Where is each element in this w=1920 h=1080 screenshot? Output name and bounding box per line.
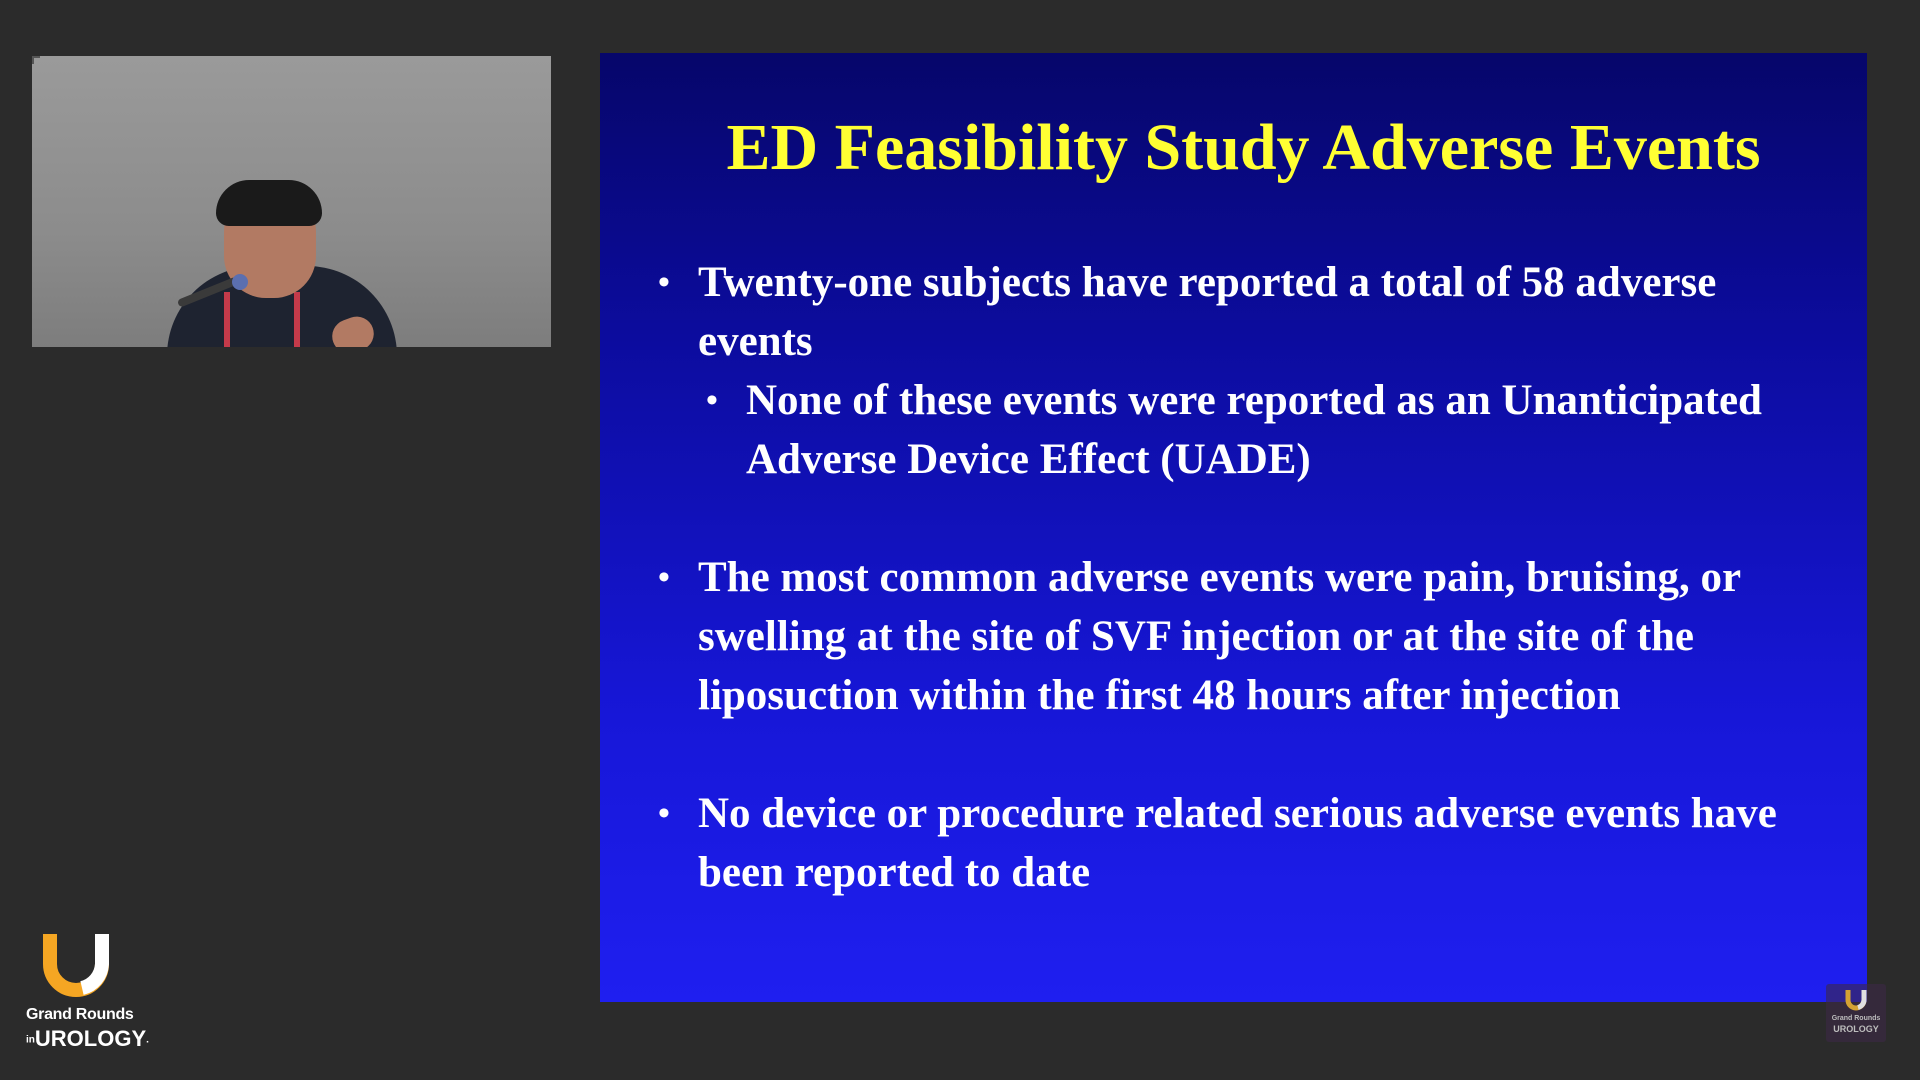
channel-watermark[interactable] [1826,984,1886,1042]
lanyard-right [294,292,300,347]
bullet-icon: • [658,264,670,301]
logo-mark: . [146,1034,149,1046]
bullet-text: Twenty-one subjects have reported a total of 58 adverse events [698,259,1717,365]
slide-title: ED Feasibility Study Adverse Events [726,111,1761,184]
watermark-line2: UROLOGY [1833,1024,1879,1034]
bullet-icon: • [706,382,718,419]
bullet-text: No device or procedure related serious adverse events have been reported to date [698,790,1777,896]
bullet-item [658,784,1818,902]
bullet-icon: • [658,559,670,596]
bullet-text: The most common adverse events were pain, bruising, or swelling at the site of SVF injection or at the site of the liposuction within the first 48 hours after injection [698,554,1741,719]
bullet-icon: • [658,795,670,832]
microphone-icon [232,274,248,290]
bullet-item [658,253,1818,371]
bullet-item [658,548,1818,725]
logo-line2 [26,1026,149,1052]
watermark-line1: Grand Rounds [1831,1015,1881,1022]
presentation-slide [600,53,1867,1002]
u-logo-icon [42,930,110,998]
grand-rounds-logo [26,930,149,1055]
sub-bullet-text: None of these events were reported as an Unanticipated Adverse Device Effect (UADE) [746,377,1762,483]
lanyard-left [224,292,230,347]
logo-prefix: in [26,1034,35,1046]
logo-word: UROLOGY [34,1026,147,1051]
spacer [658,489,1818,548]
slide-bullet-list [658,253,1818,902]
spacer [658,725,1818,784]
logo-line1: Grand Rounds [26,1006,134,1023]
camera-corner-mark [32,56,40,64]
speaker-camera-feed [32,56,551,347]
u-logo-icon [1844,988,1868,1012]
speaker-hair [216,180,322,226]
sub-bullet-item [706,371,1818,489]
